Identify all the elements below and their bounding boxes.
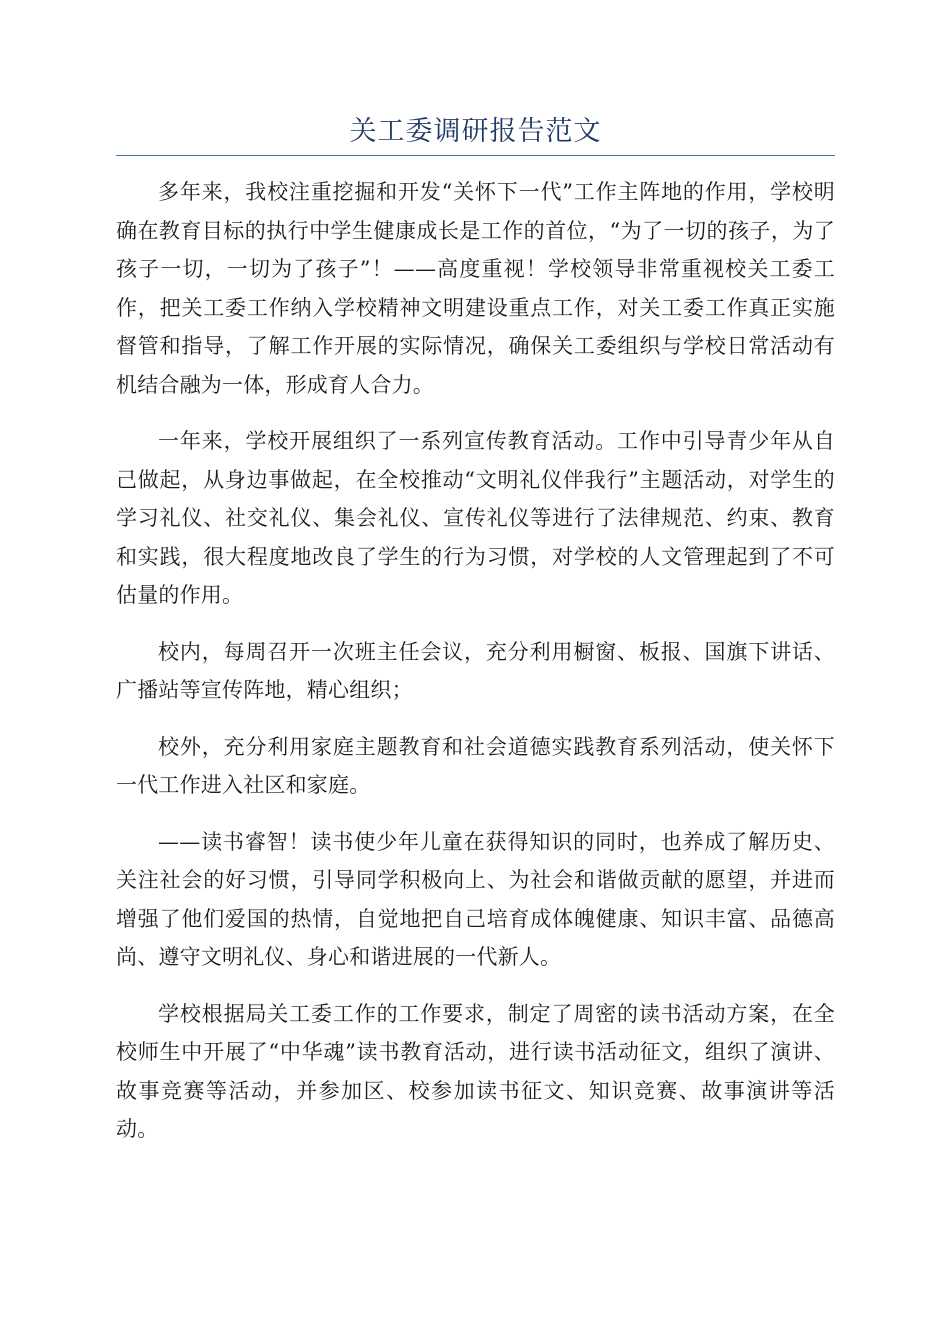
- document-body: [116, 173, 835, 1167]
- paragraph-4: 校外，充分利用家庭主题教育和社会道德实践教育系列活动，使关怀下一代工作进入社区和家庭。: [116, 734, 835, 797]
- paragraph-3: 校内，每周召开一次班主任会议，充分利用橱窗、板报、国旗下讲话、广播站等宣传阵地，精心组织；: [116, 639, 835, 702]
- paragraph-1: 多年来，我校注重挖掘和开发“关怀下一代”工作主阵地的作用，学校明确在教育目标的执行中学生健康成长是工作的首位，“为了一切的孩子，为了孩子一切，一切为了孩子”！——高度重视！学校领导非常重视校关工委工作，把关工委工作纳入学校精神文明建设重点工作，对关工委工作真正实施督管和指导，了解工作开展的实际情况，确保关工委组织与学校日常活动有机结合融为一体，形成育人合力。: [116, 180, 835, 397]
- document-title: 关工委调研报告范文: [349, 116, 602, 147]
- paragraph-5: ——读书睿智！读书使少年儿童在获得知识的同时，也养成了解历史、关注社会的好习惯，引导同学积极向上、为社会和谐做贡献的愿望，并进而增强了他们爱国的热情，自觉地把自己培育成体魄健康、知识丰富、品德高尚、遵守文明礼仪、身心和谐进展的一代新人。: [116, 829, 835, 969]
- paragraph-6: 学校根据局关工委工作的工作要求，制定了周密的读书活动方案，在全校师生中开展了“中华魂”读书教育活动，进行读书活动征文，组织了演讲、故事竞赛等活动，并参加区、校参加读书征文、知识竞赛、故事演讲等活动。: [116, 1001, 835, 1141]
- paragraph-2: 一年来，学校开展组织了一系列宣传教育活动。工作中引导青少年从自己做起，从身边事做起，在全校推动“文明礼仪伴我行”主题活动，对学生的学习礼仪、社交礼仪、集会礼仪、宣传礼仪等进行了法律规范、约束、教育和实践，很大程度地改良了学生的行为习惯，对学校的人文管理起到了不可估量的作用。: [116, 429, 835, 607]
- title-block: [116, 112, 835, 156]
